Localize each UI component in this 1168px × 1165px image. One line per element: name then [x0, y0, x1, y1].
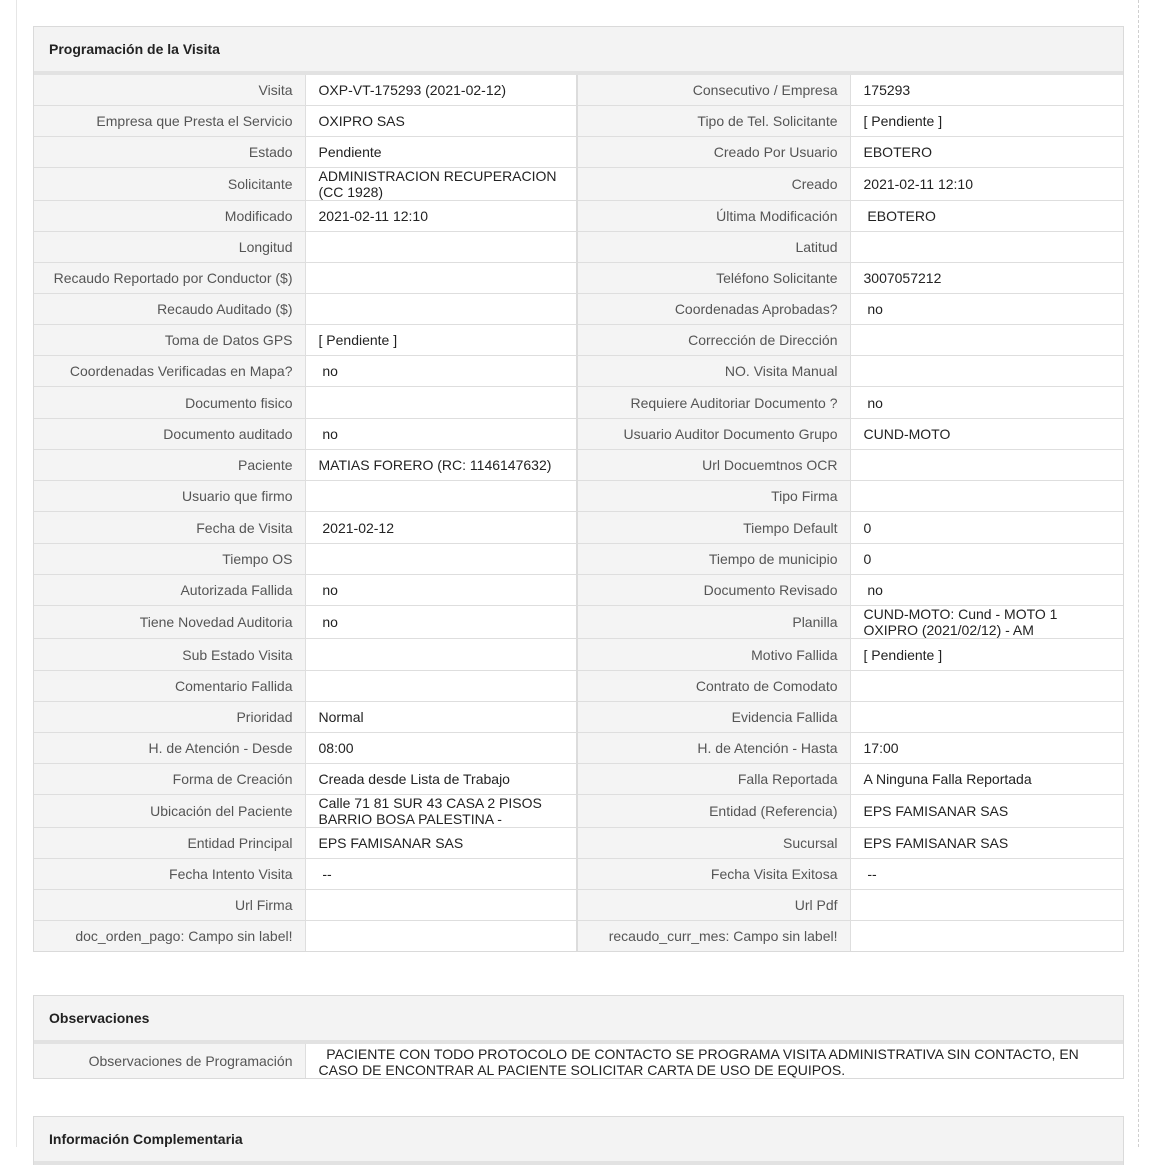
field-row: [34, 764, 1123, 795]
field-value: OXIPRO SAS: [305, 106, 577, 137]
field-label: Paciente: [34, 450, 305, 481]
field-value: [850, 232, 1123, 263]
field-label: Url Pdf: [577, 890, 850, 921]
field-value: 175293: [850, 75, 1123, 106]
field-label: Falla Reportada: [577, 764, 850, 795]
observaciones-value: [305, 1044, 1123, 1078]
programacion-table: [34, 75, 1123, 951]
field-label: Corrección de Dirección: [577, 325, 850, 356]
field-row: [34, 137, 1123, 168]
field-value: no: [305, 575, 577, 606]
field-label: Motivo Fallida: [577, 639, 850, 671]
field-value: no: [850, 294, 1123, 325]
field-value: [850, 450, 1123, 481]
field-label: Planilla: [577, 606, 850, 639]
field-label: Tiempo Default: [577, 512, 850, 544]
field-row: [34, 544, 1123, 575]
field-row: [34, 450, 1123, 481]
field-value: 2021-02-11 12:10: [305, 201, 577, 232]
page-left-border: [16, 0, 17, 1147]
field-label: Evidencia Fallida: [577, 702, 850, 733]
field-value: [850, 325, 1123, 356]
observaciones-text: PACIENTE CON TODO PROTOCOLO DE CONTACTO SE PROGRAMA VISITA ADMINISTRATIVA SIN CONTACTO, EN CASO DE ENCONTRAR AL PACIENTE SOLICITAR CARTA DE USO DE EQUIPOS.: [318, 1046, 1083, 1078]
field-label: Latitud: [577, 232, 850, 263]
field-label: recaudo_curr_mes: Campo sin label!: [577, 921, 850, 952]
field-value: no: [850, 387, 1123, 419]
field-label: Documento Revisado: [577, 575, 850, 606]
field-value: no: [305, 419, 577, 450]
field-label: Última Modificación: [577, 201, 850, 232]
field-label: Empresa que Presta el Servicio: [34, 106, 305, 137]
field-label: Prioridad: [34, 702, 305, 733]
field-label: Fecha Intento Visita: [34, 859, 305, 890]
field-label: Url Docuemtnos OCR: [577, 450, 850, 481]
field-value: [305, 294, 577, 325]
programacion-panel: [33, 26, 1124, 952]
page-right-dashed-border: [1138, 0, 1139, 1147]
field-label: Recaudo Auditado ($): [34, 294, 305, 325]
field-value: [850, 921, 1123, 952]
field-label: Usuario que firmo: [34, 481, 305, 512]
field-value: 2021-02-12: [305, 512, 577, 544]
field-label: Documento auditado: [34, 419, 305, 450]
field-row: [34, 325, 1123, 356]
field-value: 2021-02-11 12:10: [850, 168, 1123, 201]
field-value: [305, 639, 577, 671]
field-row: [34, 671, 1123, 702]
field-row: [34, 921, 1123, 952]
field-label: Fecha Visita Exitosa: [577, 859, 850, 890]
field-row: [34, 859, 1123, 890]
field-value: 3007057212: [850, 263, 1123, 294]
field-row: [34, 606, 1123, 639]
field-row: [34, 106, 1123, 137]
field-value: no: [305, 606, 577, 639]
field-row: [34, 201, 1123, 232]
field-value: Creada desde Lista de Trabajo: [305, 764, 577, 795]
field-label: Ubicación del Paciente: [34, 795, 305, 828]
field-value: [305, 890, 577, 921]
field-label: Teléfono Solicitante: [577, 263, 850, 294]
field-value: --: [850, 859, 1123, 890]
field-label: Solicitante: [34, 168, 305, 201]
field-label: Coordenadas Aprobadas?: [577, 294, 850, 325]
field-row: [34, 294, 1123, 325]
field-value: EPS FAMISANAR SAS: [850, 795, 1123, 828]
field-value: 17:00: [850, 733, 1123, 764]
field-row: [34, 75, 1123, 106]
field-label: Documento fisico: [34, 387, 305, 419]
field-value: no: [305, 356, 577, 387]
field-row: [34, 795, 1123, 828]
field-value: [305, 544, 577, 575]
field-label: Fecha de Visita: [34, 512, 305, 544]
field-row: [34, 263, 1123, 294]
field-label: Visita: [34, 75, 305, 106]
field-value: 08:00: [305, 733, 577, 764]
field-value: [850, 356, 1123, 387]
field-label: Tiene Novedad Auditoria: [34, 606, 305, 639]
field-label: Usuario Auditor Documento Grupo: [577, 419, 850, 450]
field-row: [34, 481, 1123, 512]
field-row: [34, 890, 1123, 921]
field-row: [34, 356, 1123, 387]
field-label: Coordenadas Verificadas en Mapa?: [34, 356, 305, 387]
field-label: Creado: [577, 168, 850, 201]
field-value: [ Pendiente ]: [850, 106, 1123, 137]
field-label: Comentario Fallida: [34, 671, 305, 702]
field-label: Tipo de Tel. Solicitante: [577, 106, 850, 137]
field-value: EBOTERO: [850, 137, 1123, 168]
field-value: [305, 921, 577, 952]
field-label: Toma de Datos GPS: [34, 325, 305, 356]
field-row: [34, 168, 1123, 201]
field-value: 0: [850, 544, 1123, 575]
field-row: [34, 733, 1123, 764]
field-value: [305, 232, 577, 263]
field-label: Sucursal: [577, 828, 850, 859]
field-label: Tiempo OS: [34, 544, 305, 575]
observaciones-panel: [33, 995, 1124, 1079]
field-value: [ Pendiente ]: [305, 325, 577, 356]
field-label: Tipo Firma: [577, 481, 850, 512]
field-label: Url Firma: [34, 890, 305, 921]
field-label: Requiere Auditoriar Documento ?: [577, 387, 850, 419]
field-label: Recaudo Reportado por Conductor ($): [34, 263, 305, 294]
field-value: EPS FAMISANAR SAS: [850, 828, 1123, 859]
field-label: Estado: [34, 137, 305, 168]
field-label: doc_orden_pago: Campo sin label!: [34, 921, 305, 952]
programacion-title: Programación de la Visita: [34, 27, 1123, 75]
field-row: [34, 702, 1123, 733]
field-label: Consecutivo / Empresa: [577, 75, 850, 106]
field-value: [305, 481, 577, 512]
field-value: no: [850, 575, 1123, 606]
observaciones-title: Observaciones: [34, 996, 1123, 1044]
field-label: Creado Por Usuario: [577, 137, 850, 168]
field-value: OXP-VT-175293 (2021-02-12): [305, 75, 577, 106]
field-row: [34, 639, 1123, 671]
field-label: Autorizada Fallida: [34, 575, 305, 606]
field-value: Normal: [305, 702, 577, 733]
field-label: Forma de Creación: [34, 764, 305, 795]
field-row: [34, 512, 1123, 544]
field-label: Tiempo de municipio: [577, 544, 850, 575]
field-value: 0: [850, 512, 1123, 544]
field-label: Longitud: [34, 232, 305, 263]
field-value: EPS FAMISANAR SAS: [305, 828, 577, 859]
field-label: Entidad Principal: [34, 828, 305, 859]
field-value: [305, 387, 577, 419]
field-row: [34, 387, 1123, 419]
field-row: [34, 828, 1123, 859]
field-label: NO. Visita Manual: [577, 356, 850, 387]
observaciones-row: [34, 1044, 1123, 1078]
field-value: [305, 263, 577, 294]
field-value: ADMINISTRACION RECUPERACION (CC 1928): [305, 168, 577, 201]
field-value: EBOTERO: [850, 201, 1123, 232]
field-value: Calle 71 81 SUR 43 CASA 2 PISOS BARRIO BOSA PALESTINA -: [305, 795, 577, 828]
field-value: CUND-MOTO: Cund - MOTO 1 OXIPRO (2021/02/12) - AM: [850, 606, 1123, 639]
informacion-title: Información Complementaria: [34, 1117, 1123, 1165]
field-row: [34, 575, 1123, 606]
field-label: Modificado: [34, 201, 305, 232]
field-value: CUND-MOTO: [850, 419, 1123, 450]
field-value: [305, 671, 577, 702]
field-value: --: [305, 859, 577, 890]
field-label: Entidad (Referencia): [577, 795, 850, 828]
observaciones-table: [34, 1044, 1123, 1078]
observaciones-label: Observaciones de Programación: [34, 1044, 305, 1078]
field-value: Pendiente: [305, 137, 577, 168]
field-value: A Ninguna Falla Reportada: [850, 764, 1123, 795]
field-value: [850, 671, 1123, 702]
field-value: [850, 481, 1123, 512]
informacion-panel: [33, 1116, 1124, 1165]
field-label: Contrato de Comodato: [577, 671, 850, 702]
field-value: [ Pendiente ]: [850, 639, 1123, 671]
field-label: H. de Atención - Hasta: [577, 733, 850, 764]
field-value: [850, 702, 1123, 733]
field-value: MATIAS FORERO (RC: 1146147632): [305, 450, 577, 481]
field-row: [34, 232, 1123, 263]
field-value: [850, 890, 1123, 921]
field-label: Sub Estado Visita: [34, 639, 305, 671]
field-label: H. de Atención - Desde: [34, 733, 305, 764]
field-row: [34, 419, 1123, 450]
